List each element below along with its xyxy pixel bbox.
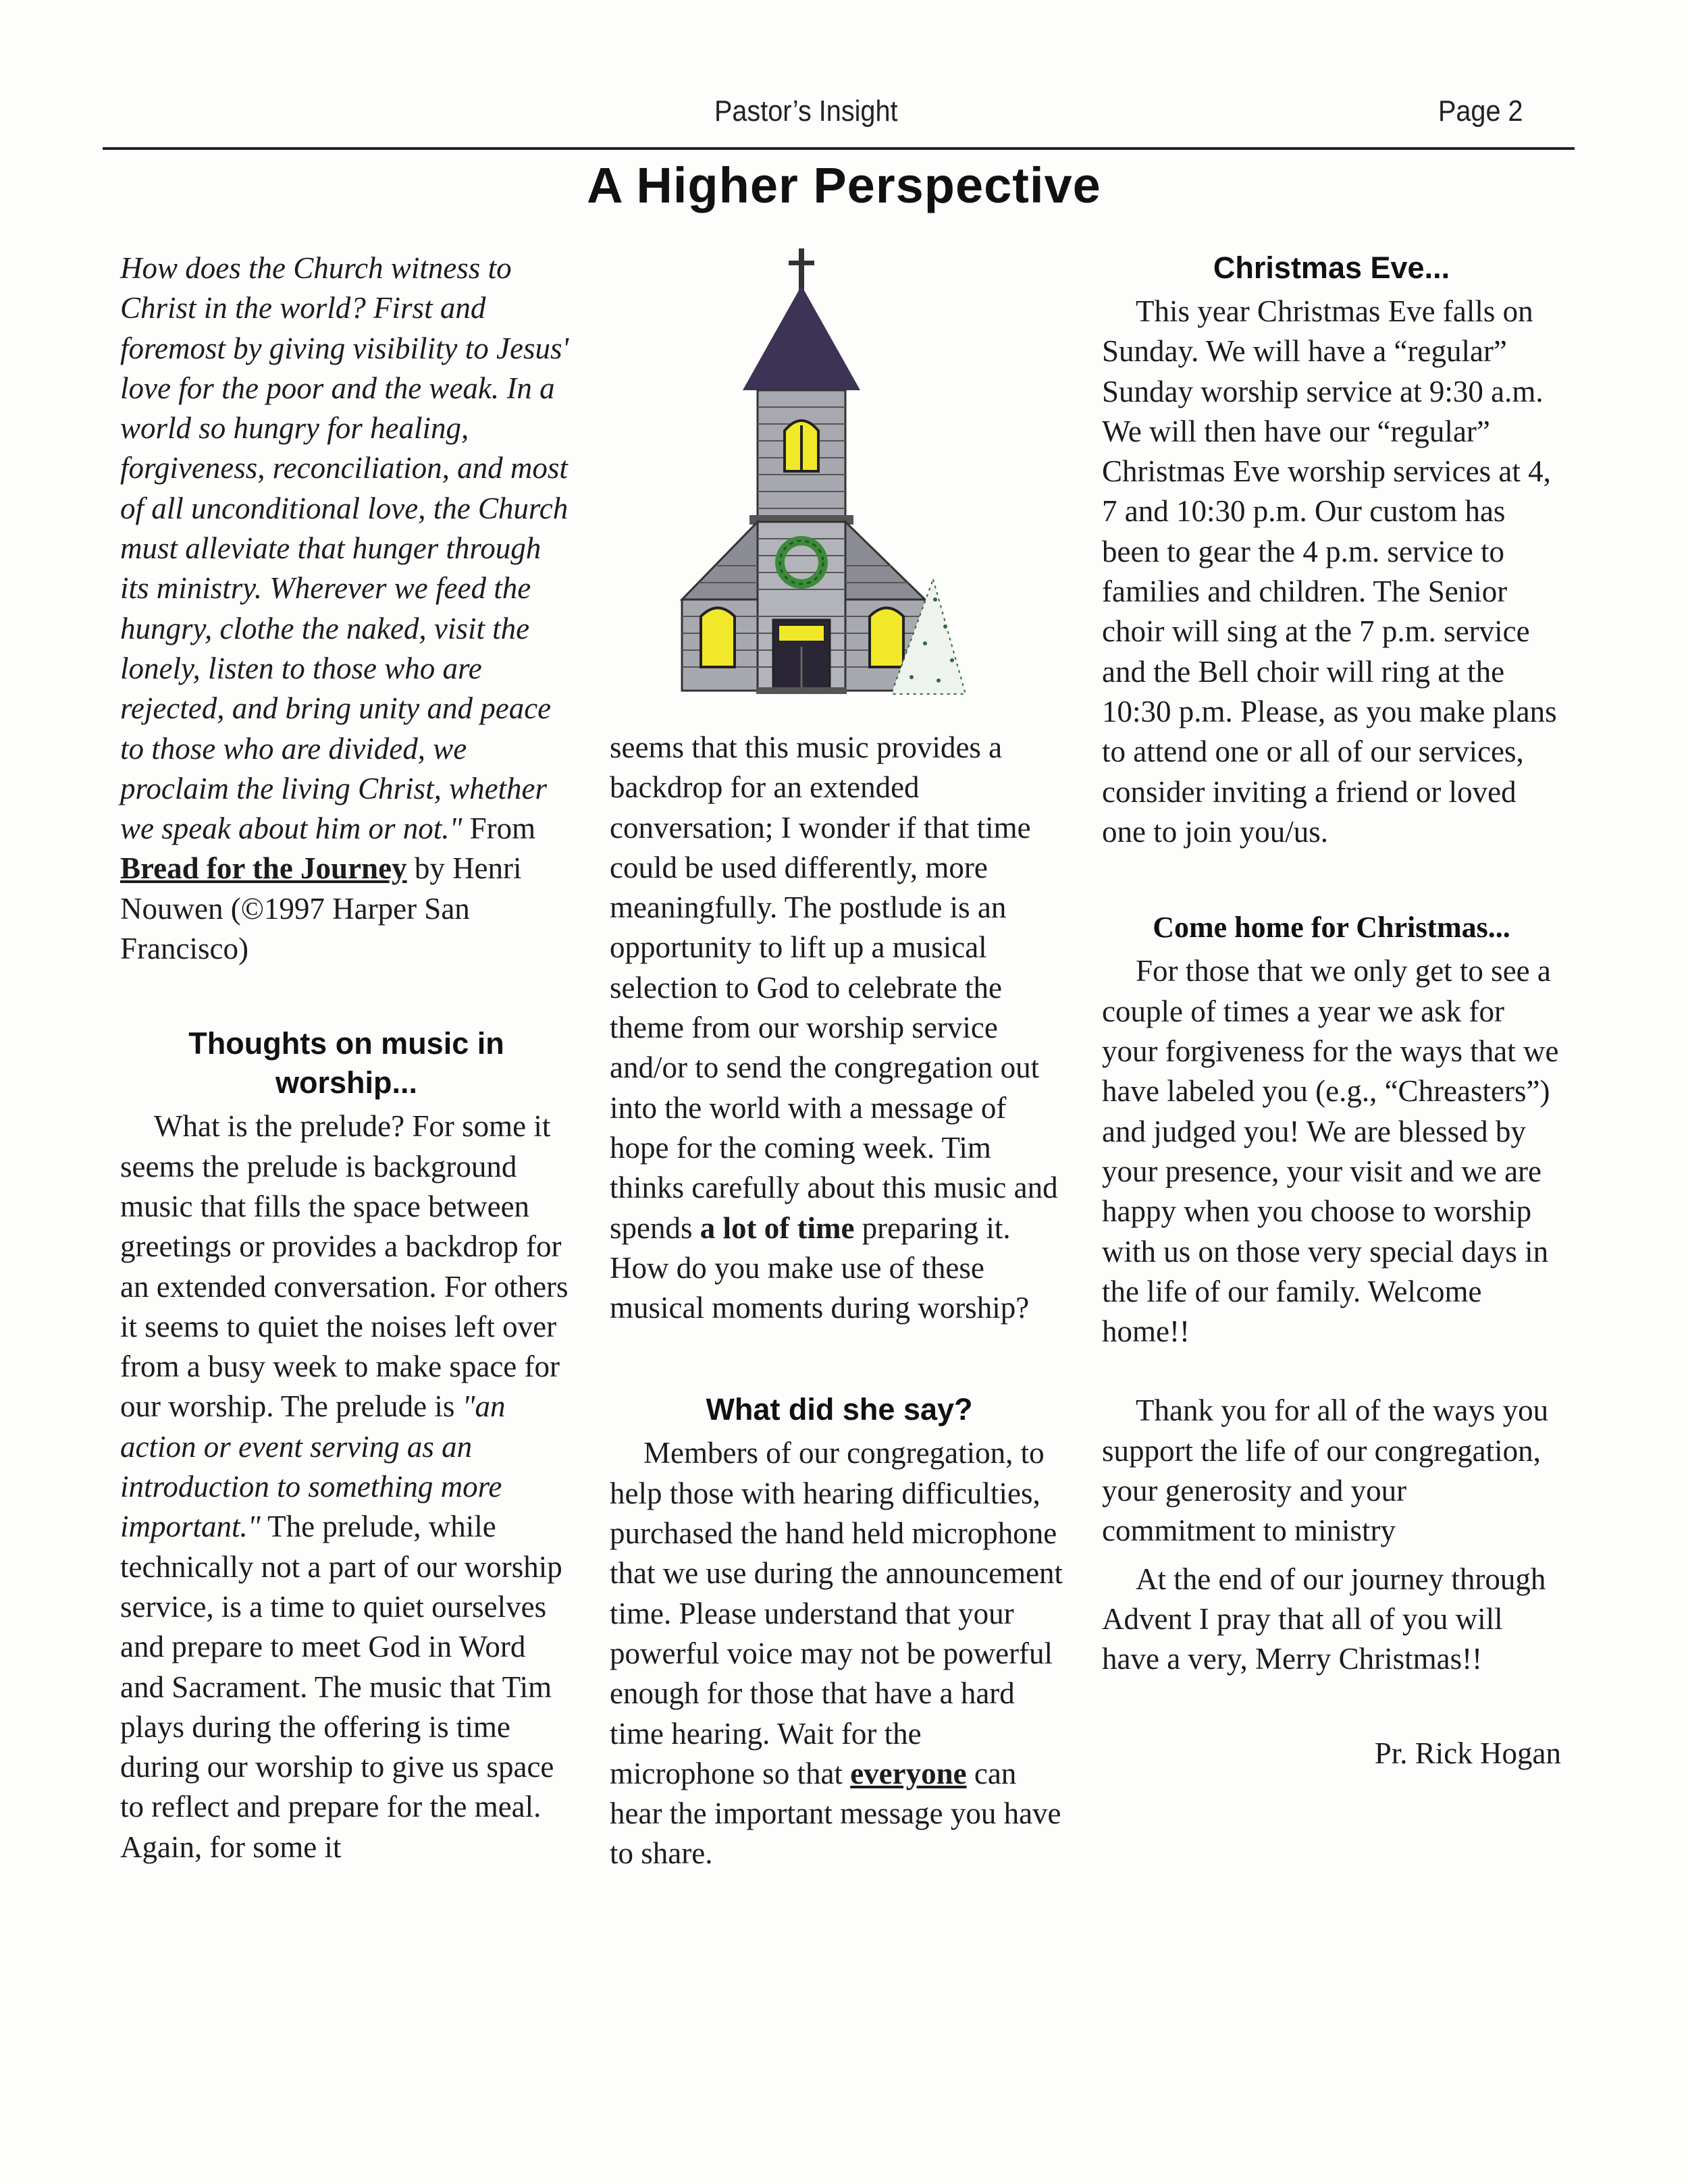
running-header-title: Pastor’s Insight: [714, 95, 898, 128]
christmas-eve-heading: Christmas Eve...: [1213, 250, 1450, 285]
column-right: [1102, 248, 1561, 1774]
article-title: A Higher Perspective: [587, 157, 1101, 213]
christmas-eve-paragraph: This year Christmas Eve falls on Sunday. We will have a “regular” Sunday worship service at 9:30 a.m. We will then have our “regular” Christmas Eve worship services at 4, 7 and 10:30 p.m. Our custom has been to gear the 4 p.m. service to families and children. The Senior choir will sing at the 7 p.m. service and the Bell choir will ring at the 10:30 p.m. Please, as you make plans to attend one or all of our services, consider inviting a friend or loved one to join you/us.: [1102, 294, 1557, 849]
page-number: Page 2: [1438, 95, 1523, 128]
say-text-b: can hear the important message you have to share.: [610, 1756, 1061, 1871]
from-label: From: [462, 811, 536, 846]
signature: Pr. Rick Hogan: [1374, 1736, 1561, 1770]
everyone-emphasis: everyone: [850, 1756, 967, 1790]
church-illustration: [668, 248, 979, 708]
come-home-heading: Come home for Christmas...: [1153, 911, 1510, 944]
nouwen-quote-paragraph: [120, 248, 573, 969]
music-text-b: The prelude, while technically not a part of our worship service, is a time to quiet ourselves and prepare to meet God in Word and Sacrament. The music that Tim plays during the offering is time during our worship to give us space to reflect and prepare for the meal. Again, for some it: [120, 1510, 562, 1864]
book-attribution: by Henri Nouwen (©1997 Harper San Francisco): [120, 851, 522, 966]
come-home-paragraph: For those that we only get to see a couple of times a year we ask for your forgiveness for the ways that we have labeled you (e.g., “Chreasters”) and judged you! We are blessed by your presence, your visit and we are happy when you choose to worship with us on those very special days in the life of our family. Welcome home!!: [1102, 954, 1559, 1349]
header-rule: [103, 147, 1575, 150]
music-text-a: What is the prelude? For some it seems the prelude is background music that fills the space between greetings or provides a backdrop for an extended conversation. For others it seems to quiet the noises left over from a busy week to make space for our worship. The prelude is: [120, 1109, 569, 1424]
column-left: [120, 248, 573, 1867]
music-cont-text-a: seems that this music provides a backdrop for an extended conversation; I wonder if that time could be used differently, more meaningfully. The postlude is an opportunity to lift up a musical selection to God to celebrate the theme from our worship service and/or to send the congregation out into the world with a message of hope for the coming week. Tim thinks carefully about this music and spends: [610, 730, 1058, 1245]
advent-paragraph: At the end of our journey through Advent I pray that all of you will have a very, Merry Christmas!!: [1102, 1562, 1546, 1676]
column-middle: [610, 728, 1069, 1874]
music-heading: Thoughts on music in worship...: [188, 1026, 504, 1100]
thank-you-paragraph: Thank you for all of the ways you support the life of our congregation, your generosity and your commitment to ministry: [1102, 1393, 1549, 1548]
music-cont-text-b: preparing it. How do you make use of these musical moments during worship?: [610, 1210, 1030, 1325]
music-paragraph: [120, 1107, 573, 1867]
say-heading: What did she say?: [706, 1392, 973, 1427]
nouwen-quote: How does the Church witness to Christ in the world? First and foremost by giving visibility to Jesus' love for the poor and the weak. In a world so hungry for healing, forgiveness, reconciliation, and most of all unconditional love, the Church must alleviate that hunger through its ministry. Wherever we feed the hungry, clothe the naked, visit the lonely, listen to those who are rejected, and bring unity and peace to those who are divided, we proclaim the living Christ, whether we speak about him or not.": [120, 251, 569, 846]
prelude-definition: "an action or event serving as an introduction to something more important.": [120, 1389, 506, 1544]
lot-of-time-bold: a lot of time: [700, 1210, 855, 1245]
book-title: Bread for the Journey: [120, 851, 407, 886]
music-continued-paragraph: [610, 728, 1069, 1328]
say-text-a: Members of our congregation, to help those with hearing difficulties, purchased the hand held microphone that we use during the announcement time. Please understand that your powerful voice may not be powerful enough for those that have a hard time hearing. Wait for the microphone so that: [610, 1436, 1063, 1790]
say-paragraph: [610, 1433, 1069, 1873]
